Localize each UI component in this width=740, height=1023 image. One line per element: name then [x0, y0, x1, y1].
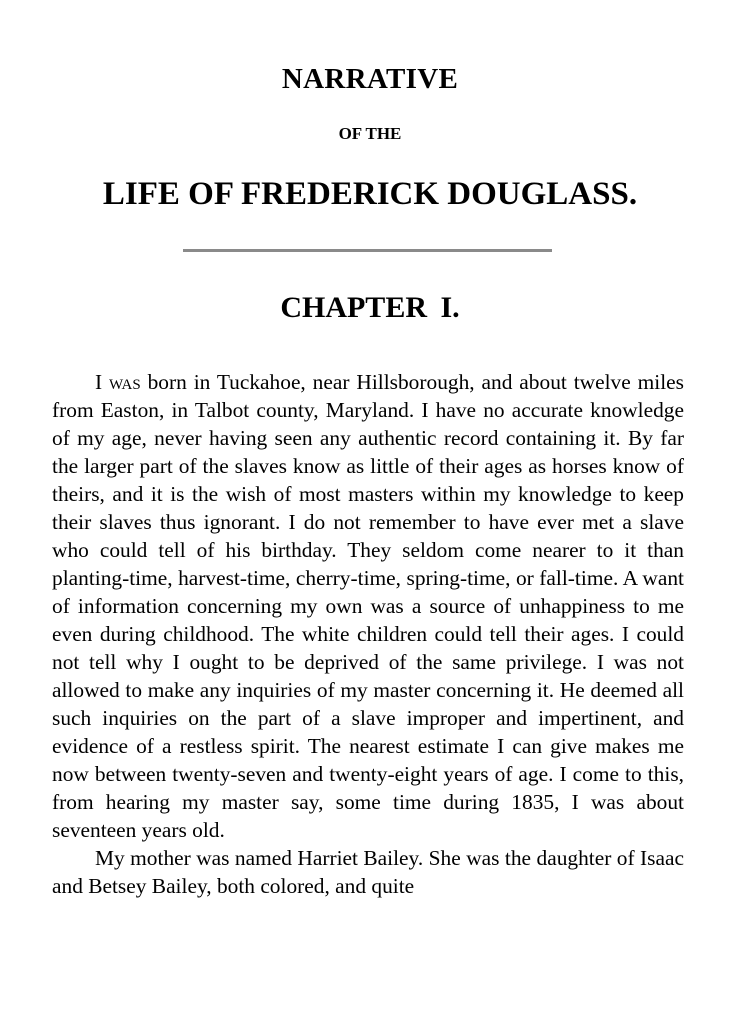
- paragraph-1-lead: I: [95, 370, 103, 394]
- book-name: LIFE OF FREDERICK DOUGLASS.: [102, 176, 638, 212]
- paragraph-1-text: born in Tuckahoe, near Hillsborough, and about twelve miles from Easton, in Talbot county, Maryland. I have no accurate knowledge of my age, never having seen any authentic record containing it. By far the larger part of the slaves know as little of their ages as horses know of theirs, and it is the wish of most masters within my knowledge to keep their slaves thus ignorant. I do not remember to have ever met a slave who could tell of his birthday. They seldom come nearer to it than planting-time, harvest-time, cherry-time, spring-time, or fall-time. A want of information concerning my own was a source of unhappiness to me even during childhood. The white children could tell their ages. I could not tell why I ought to be deprived of the same privilege. I was not allowed to make any inquiries of my master concerning it. He deemed all such inquiries on the part of a slave improper and impertinent, and evidence of a restless spirit. The nearest estimate I can give makes me now between twenty-seven and twenty-eight years of age. I come to this, from hearing my master say, some time during 1835, I was about seventeen years old.: [52, 370, 684, 842]
- paragraph-2: [52, 844, 684, 900]
- paragraph-2-text: My mother was named Harriet Bailey. She was the daughter of Isaac and Betsey Bailey, both colored, and quite: [52, 846, 684, 898]
- horizontal-rule: [183, 249, 552, 252]
- book-subtitle: OF THE: [338, 124, 402, 143]
- chapter-heading: CHAPTER I.: [280, 291, 460, 324]
- paragraph-1: [52, 368, 684, 844]
- book-title: NARRATIVE: [281, 63, 459, 95]
- paragraph-1-small-caps: was: [109, 370, 141, 394]
- chapter-body: [52, 368, 684, 900]
